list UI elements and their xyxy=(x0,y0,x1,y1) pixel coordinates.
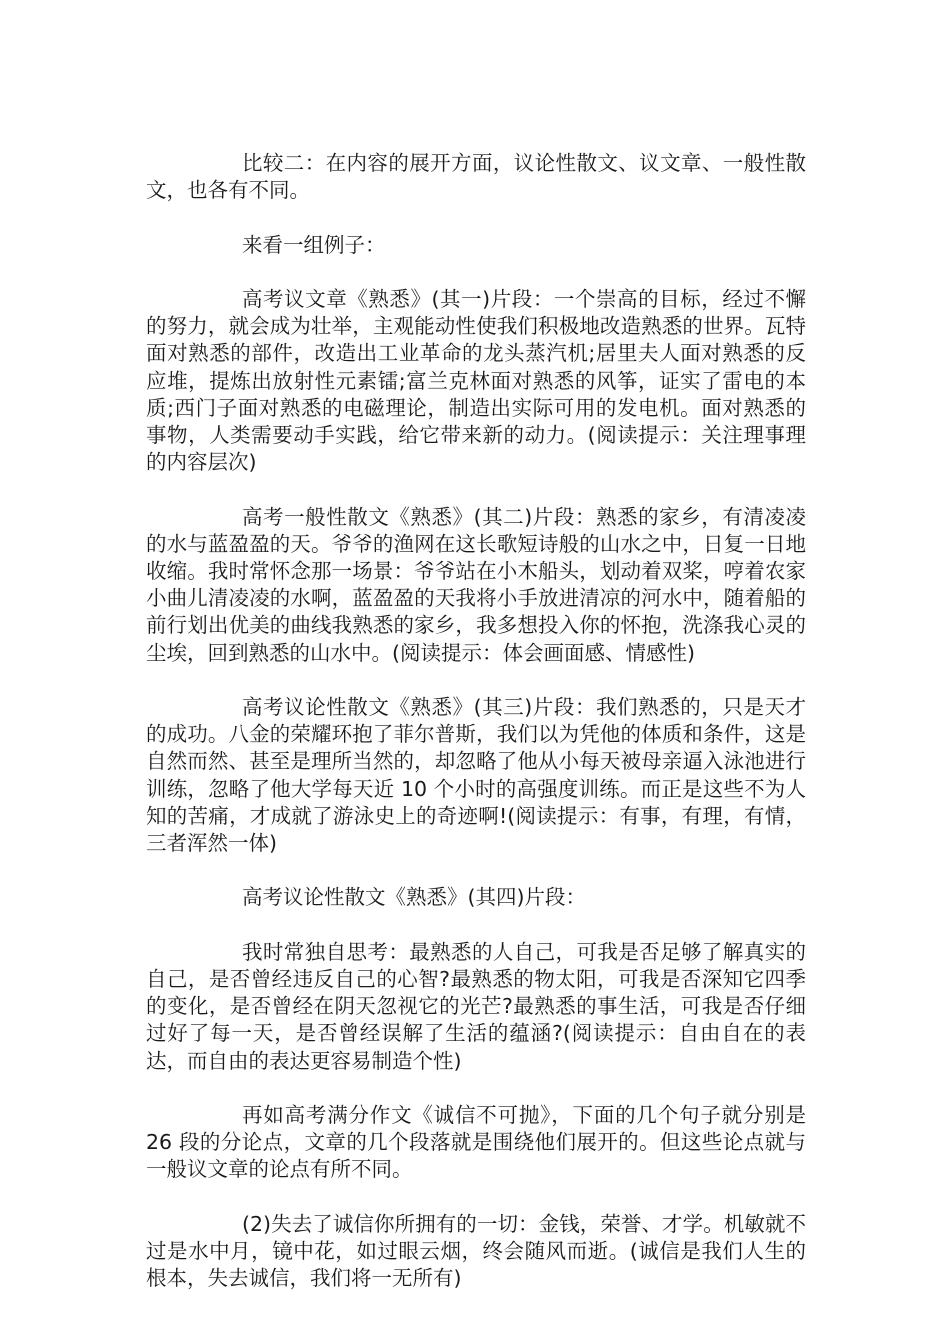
paragraph-integrity-point-two: (2)失去了诚信你所拥有的一切：金钱，荣誉、才学。机敏就不过是水中月，镜中花，如过眼云烟，终会随风而逝。(诚信是我们人生的根本，失去诚信，我们将一无所有) xyxy=(146,1211,806,1291)
paragraph-example-four-heading: 高考议论性散文《熟悉》(其四)片段： xyxy=(242,885,586,910)
paragraph-integrity-essay: 再如高考满分作文《诚信不可抛》，下面的几个句子就分别是 26 段的分论点，文章的几个段落就是围绕他们展开的。但这些论点就与一般议文章的论点有所不同。 xyxy=(146,1103,806,1182)
paragraph-example-one: 高考议文章《熟悉》(其一)片段：一个崇高的目标，经过不懈的努力，就会成为壮举，主观能动性使我们积极地改造熟悉的世界。瓦特面对熟悉的部件，改造出工业革命的龙头蒸汽机;居里夫人面对熟悉的反应堆，提炼出放射性元素镭;富兰克林面对熟悉的风筝，证实了雷电的本质;西门子面对熟悉的电磁理论，制造出实际可用的发电机。面对熟悉的事物，人类需要动手实践，给它带来新的动力。(阅读提示：关注理事理的内容层次) xyxy=(146,286,806,475)
paragraph-example-three: 高考议论性散文《熟悉》(其三)片段：我们熟悉的，只是天才的成功。八金的荣耀环抱了菲尔普斯，我们以为凭他的体质和条件，这是自然而然、甚至是理所当然的，却忽略了他从小每天被母亲逼入泳池进行训练，忽略了他大学每天近 10 个小时的高强度训练。而正是这些不为人知的苦痛，才成就了游泳史上的奇迹啊!(阅读提示：有事，有理，有情，三者浑然一体) xyxy=(146,695,806,856)
paragraph-example-four-body: 我时常独自思考：最熟悉的人自己，可我是否足够了解真实的自己，是否曾经违反自己的心智?最熟悉的物太阳，可我是否深知它四季的变化，是否曾经在阴天忽视它的光芒?最熟悉的事生活，可我是否仔细过好了每一天，是否曾经误解了生活的蕴涵?(阅读提示：自由自在的表达，而自由的表达更容易制造个性) xyxy=(146,939,806,1073)
document-body xyxy=(146,150,806,1320)
paragraph-example-two: 高考一般性散文《熟悉》(其二)片段：熟悉的家乡，有清凌凌的水与蓝盈盈的天。爷爷的渔网在这长歌短诗般的山水之中，日复一日地收缩。我时常怀念那一场景：爷爷站在小木船头，划动着双桨，哼着农家小曲儿清凌凌的水啊，蓝盈盈的天我将小手放进清凉的河水中，随着船的前行划出优美的曲线我熟悉的家乡，我多想投入你的怀抱，洗涤我心灵的尘埃，回到熟悉的山水中。(阅读提示：体会画面感、情感性) xyxy=(146,504,806,665)
paragraph-comparison-two: 比较二：在内容的展开方面，议论性散文、议文章、一般性散文，也各有不同。 xyxy=(146,151,806,203)
paragraph-examples-intro: 来看一组例子： xyxy=(242,232,386,257)
